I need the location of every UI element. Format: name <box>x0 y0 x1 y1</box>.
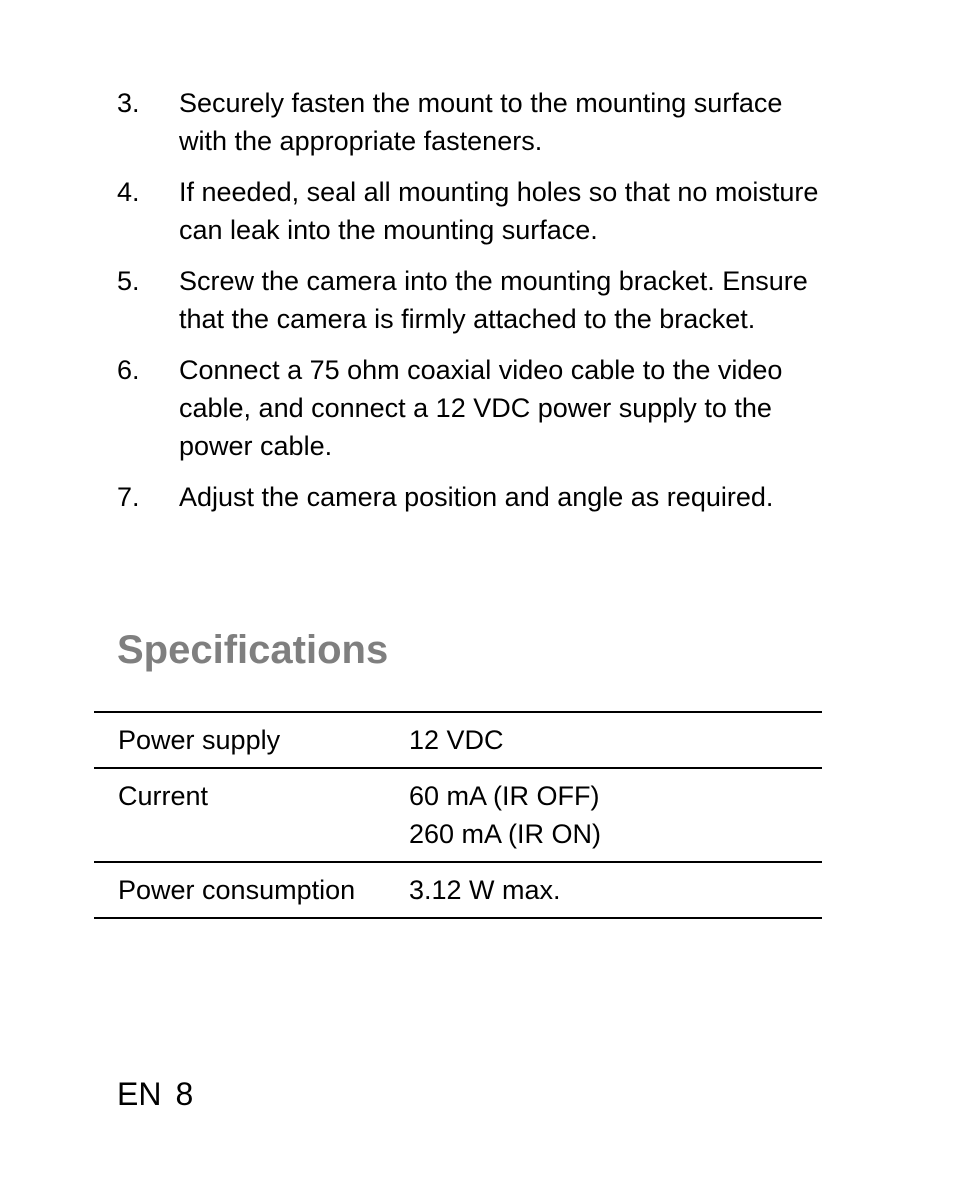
step-item <box>0 351 954 465</box>
spec-value-line: 260 mA (IR ON) <box>409 819 602 849</box>
step-item <box>0 173 954 249</box>
section-heading: Specifications <box>117 628 389 672</box>
step-number: 3. <box>117 88 140 118</box>
step-number: 4. <box>117 177 140 207</box>
step-text: If needed, seal all mounting holes so that no moisture can leak into the mounting surface. <box>179 177 819 245</box>
spec-label: Power consumption <box>118 875 356 905</box>
page-number: 8 <box>175 1076 194 1112</box>
specifications-table <box>94 711 822 919</box>
table-row <box>94 712 822 768</box>
step-text: Connect a 75 ohm coaxial video cable to the video cable, and connect a 12 VDC power supply to the power cable. <box>179 355 783 461</box>
table-row <box>94 768 822 862</box>
step-number: 7. <box>117 482 140 512</box>
spec-value <box>409 768 822 862</box>
spec-value-line: 3.12 W max. <box>409 875 561 905</box>
installation-steps <box>0 84 954 529</box>
step-item <box>0 84 954 160</box>
spec-value-line: 12 VDC <box>409 725 504 755</box>
page-footer <box>117 1074 193 1114</box>
step-text: Adjust the camera position and angle as required. <box>179 482 774 512</box>
spec-label: Current <box>118 781 209 811</box>
spec-value <box>409 862 822 918</box>
step-text: Securely fasten the mount to the mounting surface with the appropriate fasteners. <box>179 88 783 156</box>
step-number: 5. <box>117 266 140 296</box>
step-text: Screw the camera into the mounting bracket. Ensure that the camera is firmly attached to the bracket. <box>179 266 808 334</box>
language-code: EN <box>117 1076 162 1112</box>
step-number: 6. <box>117 355 140 385</box>
step-item <box>0 262 954 338</box>
step-item <box>0 478 954 516</box>
table-row <box>94 862 822 918</box>
spec-value <box>409 712 822 768</box>
spec-label: Power supply <box>118 725 281 755</box>
spec-value-line: 60 mA (IR OFF) <box>409 781 600 811</box>
